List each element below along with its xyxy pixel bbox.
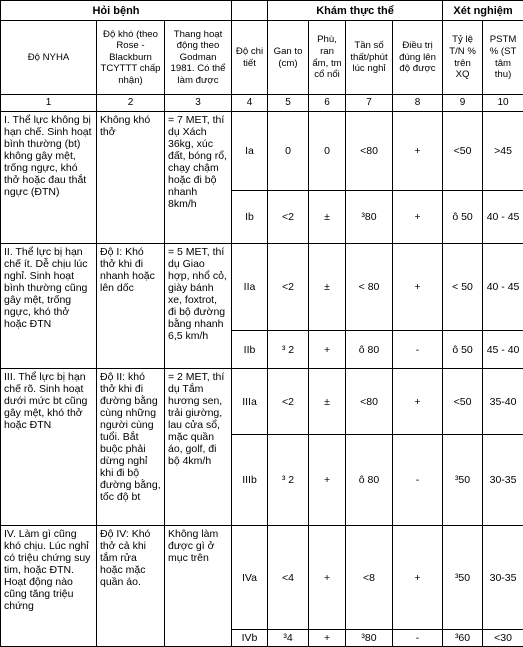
- pstm-cell: 40 - 45: [483, 244, 523, 331]
- ratio-cell: <50: [443, 369, 483, 435]
- edema-cell: +: [309, 630, 346, 647]
- rate-cell: <8: [346, 526, 393, 630]
- col-header-grade: Độ chi tiết: [232, 21, 268, 95]
- grade-cell: IIIa: [232, 369, 268, 435]
- col-header-edema: Phù, ran ẩm, tm cổ nổi: [309, 21, 346, 95]
- treat-cell: -: [393, 331, 443, 369]
- edema-cell: +: [309, 331, 346, 369]
- liver-cell: 0: [268, 112, 309, 191]
- ratio-cell: ³50: [443, 526, 483, 630]
- col-header-ratio: Tỷ lệ T/N % trên XQ: [443, 21, 483, 95]
- treat-cell: +: [393, 191, 443, 244]
- grade-cell: IVb: [232, 630, 268, 647]
- grade-cell: IIa: [232, 244, 268, 331]
- treat-cell: +: [393, 244, 443, 331]
- pstm-cell: >45: [483, 112, 523, 191]
- liver-cell: ³ 2: [268, 331, 309, 369]
- col-number: 8: [393, 95, 443, 112]
- liver-cell: <2: [268, 244, 309, 331]
- col-header-liver: Gan to (cm): [268, 21, 309, 95]
- group-header-xet-nghiem: Xét nghiệm: [443, 1, 523, 21]
- col-number: 6: [309, 95, 346, 112]
- col-number: 5: [268, 95, 309, 112]
- liver-cell: <4: [268, 526, 309, 630]
- rose-description: Độ I: Khó thở khi đi nhanh hoặc lên dốc: [97, 244, 165, 369]
- godman-description: = 5 MET, thí dụ Giao hợp, nhổ cỏ, giày bánh xe, foxtrot, đi bộ đường bằng nhanh 6,5 km/h: [165, 244, 232, 369]
- ratio-cell: ³60: [443, 630, 483, 647]
- edema-cell: ±: [309, 191, 346, 244]
- pstm-cell: 30-35: [483, 435, 523, 526]
- group-header-hoi-benh: Hỏi bệnh: [1, 1, 232, 21]
- pstm-cell: 30-35: [483, 526, 523, 630]
- treat-cell: +: [393, 112, 443, 191]
- grade-cell: IVa: [232, 526, 268, 630]
- rose-description: Độ IV: Khó thở cả khi tắm rửa hoặc mặc quần áo.: [97, 526, 165, 647]
- grade-cell: Ib: [232, 191, 268, 244]
- group-header-kham: Khám thực thể: [268, 1, 443, 21]
- liver-cell: ³ 2: [268, 435, 309, 526]
- col-header-nyha: Độ NYHA: [1, 21, 97, 95]
- treat-cell: -: [393, 435, 443, 526]
- ratio-cell: ô 50: [443, 331, 483, 369]
- edema-cell: ±: [309, 369, 346, 435]
- nyha-description: III. Thể lực bị hạn chế rõ. Sinh hoạt dưới mức bt cũng gây mệt, khó thở hoặc ĐTN: [1, 369, 97, 526]
- rate-cell: ô 80: [346, 435, 393, 526]
- grade-cell: Ia: [232, 112, 268, 191]
- godman-description: = 2 MET, thí dụ Tắm hương sen, trải giường, lau cửa sổ, mặc quần áo, golf, đi bộ 4km/h: [165, 369, 232, 526]
- ratio-cell: ³50: [443, 435, 483, 526]
- col-number: 3: [165, 95, 232, 112]
- edema-cell: ±: [309, 244, 346, 331]
- rate-cell: ³80: [346, 630, 393, 647]
- liver-cell: ³4: [268, 630, 309, 647]
- godman-description: = 7 MET, thí dụ Xách 36kg, xúc đất, bóng rổ, chạy chậm hoặc đi bộ nhanh 8km/h: [165, 112, 232, 244]
- nyha-description: II. Thể lực bị hạn chế ít. Dễ chịu lúc nghỉ. Sinh hoạt bình thường cũng gây mệt, trống ngực, khó thở hoặc ĐTN: [1, 244, 97, 369]
- col-header-treat: Điều trị đúng lên độ được: [393, 21, 443, 95]
- col-header-godman: Thang hoạt động theo Godman 1981. Có thể làm được: [165, 21, 232, 95]
- group-header-blank: [232, 1, 268, 21]
- ratio-cell: < 50: [443, 244, 483, 331]
- godman-description: Không làm được gì ở mục trên: [165, 526, 232, 647]
- rose-description: Độ II: khó thở khi đi đường bằng cùng những người cùng tuổi. Bắt buộc phải dừng nghỉ khi đi bộ đường bằng, tốc độ bt: [97, 369, 165, 526]
- pstm-cell: <30: [483, 630, 523, 647]
- treat-cell: +: [393, 526, 443, 630]
- liver-cell: <2: [268, 369, 309, 435]
- rate-cell: <80: [346, 369, 393, 435]
- liver-cell: <2: [268, 191, 309, 244]
- col-number: 9: [443, 95, 483, 112]
- treat-cell: -: [393, 630, 443, 647]
- ratio-cell: ô 50: [443, 191, 483, 244]
- col-number: 2: [97, 95, 165, 112]
- treat-cell: +: [393, 369, 443, 435]
- nyha-description: IV. Làm gì cũng khó chịu. Lúc nghỉ có triệu chứng suy tim, hoặc ĐTN. Hoạt động nào cũng tăng triệu chứng: [1, 526, 97, 647]
- rate-cell: ô 80: [346, 331, 393, 369]
- grade-cell: IIIb: [232, 435, 268, 526]
- rate-cell: < 80: [346, 244, 393, 331]
- col-number: 4: [232, 95, 268, 112]
- grade-cell: IIb: [232, 331, 268, 369]
- col-header-pstm: PSTM % (ST tâm thu): [483, 21, 523, 95]
- col-header-rose: Độ khó (theo Rose - Blackburn TCYTTT chấp nhận): [97, 21, 165, 95]
- col-header-rate: Tần số thất/phút lúc nghỉ: [346, 21, 393, 95]
- pstm-cell: 45 - 40: [483, 331, 523, 369]
- col-number: 7: [346, 95, 393, 112]
- col-number: 1: [1, 95, 97, 112]
- pstm-cell: 40 - 45: [483, 191, 523, 244]
- ratio-cell: <50: [443, 112, 483, 191]
- col-number: 10: [483, 95, 523, 112]
- rose-description: Không khó thở: [97, 112, 165, 244]
- edema-cell: +: [309, 526, 346, 630]
- rate-cell: ³80: [346, 191, 393, 244]
- nyha-description: I. Thể lực không bị hạn chế. Sinh hoạt bình thường (bt) không gây mệt, trống ngực, khó thở hoặc đau thắt ngực (ĐTN): [1, 112, 97, 244]
- pstm-cell: 35-40: [483, 369, 523, 435]
- edema-cell: 0: [309, 112, 346, 191]
- rate-cell: <80: [346, 112, 393, 191]
- edema-cell: +: [309, 435, 346, 526]
